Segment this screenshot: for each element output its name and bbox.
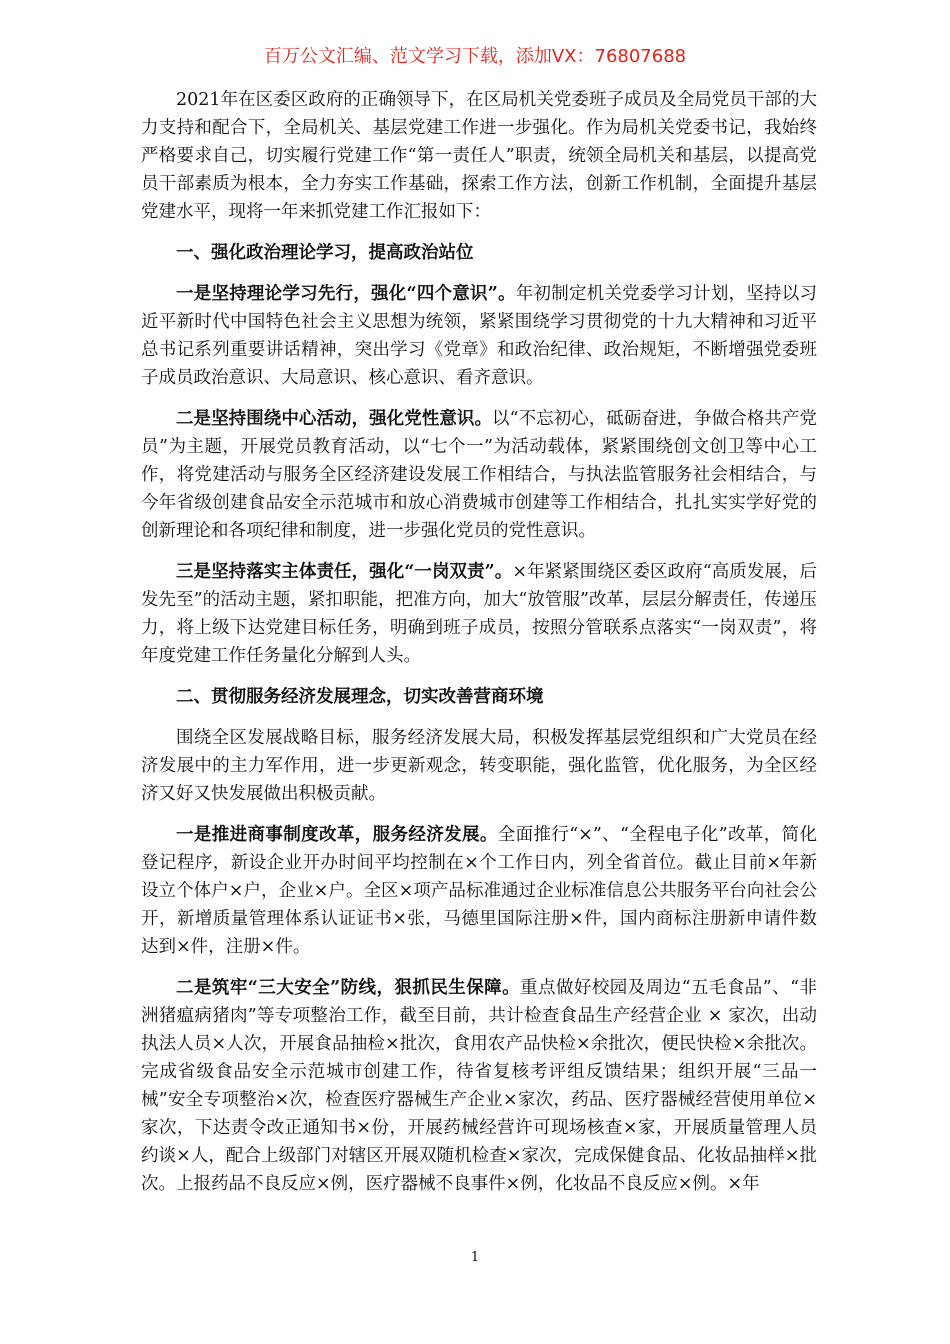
body-paragraph: 一是坚持理论学习先行，强化“四个意识”。年初制定机关党委学习计划，坚持以习近平新时代中国特色社会主义思想为统领，紧紧围绕学习贯彻党的十九大精神和习近平总书记系列重要讲话精神，突出学习《党章》和政治纪律、政治规矩，不断增强党委班子成员政治意识、大局意识、核心意识、看齐意识。 [141, 284, 817, 388]
section-heading-2: 二、贯彻服务经济发展理念，切实改善营商环境 [176, 687, 544, 707]
paragraph-lead: 一是推进商事制度改革，服务经济发展。 [176, 825, 498, 845]
section-heading-1: 一、强化政治理论学习，提高政治站位 [176, 243, 474, 263]
paragraph-lead: 一是坚持理论学习先行，强化“四个意识”。 [176, 284, 516, 304]
page-number: 1 [470, 1250, 480, 1265]
body-paragraph: 一是推进商事制度改革，服务经济发展。全面推行“×”、“全程电子化”改革，简化登记程序，新设企业开办时间平均控制在×个工作日内，列全省首位。截止目前×年新设立个体户×户，企业×户。全区×项产品标准通过企业标准信息公共服务平台向社会公开，新增质量管理体系认证证书×张，马德里国际注册×件，国内商标注册新申请件数达到×件，注册×件。 [141, 825, 818, 957]
document-body [141, 86, 817, 1211]
intro-paragraph: 2021年在区委区政府的正确领导下，在区局机关党委班子成员及全局党员干部的大力支持和配合下，全局机关、基层党建工作进一步强化。作为局机关党委书记，我始终严格要求自己，切实履行党建工作“第一责任人”职责，统领全局机关和基层，以提高党员干部素质为根本，全力夯实工作基础，探索工作方法，创新工作机制，全面提升基层党建水平，现将一年来抓党建工作汇报如下： [141, 90, 817, 222]
body-paragraph: 二是筑牢“三大安全”防线，狠抓民生保障。重点做好校园及周边“五毛食品”、“非洲猪瘟病猪肉”等专项整治工作，截至目前，共计检查食品生产经营企业 × 家次，出动执法人员×人次，开展食品抽检×批次，食用农产品快检×余批次，便民快检×余批次。完成省级食品安全示范城市创建工作，待省复核考评组反馈结果；组织开展“三品一械”安全专项整治×次，检查医疗器械生产企业×家次，药品、医疗器械经营使用单位×家次，下达责令改正通知书×份，开展药械经营许可现场核查×家，开展质量管理人员约谈×人，配合上级部门对辖区开展双随机检查×家次，完成保健食品、化妆品抽样×批次。上报药品不良反应×例，医疗器械不良事件×例，化妆品不良反应×例。×年 [141, 978, 817, 1194]
paragraph-lead: 二是筑牢“三大安全”防线，狠抓民生保障。 [176, 978, 521, 998]
paragraph-lead: 二是坚持围绕中心活动，强化党性意识。 [176, 409, 493, 429]
body-paragraph: 围绕全区发展战略目标，服务经济发展大局，积极发挥基层党组织和广大党员在经济发展中的主力军作用，进一步更新观念，转变职能，强化监管，优化服务，为全区经济又好又快发展做出积极贡献。 [141, 728, 817, 804]
body-paragraph: 三是坚持落实主体责任，强化“一岗双责”。×年紧紧围绕区委区政府“高质发展，后发先至”的活动主题，紧扣职能，把准方向，加大“放管服”改革，层层分解责任，传递压力，将上级下达党建目标任务，明确到班子成员，按照分管联系点落实“一岗双责”，将年度党建工作任务量化分解到人头。 [141, 562, 818, 666]
paragraph-lead: 三是坚持落实主体责任，强化“一岗双责”。 [176, 562, 513, 582]
body-paragraph: 二是坚持围绕中心活动，强化党性意识。以“不忘初心，砥砺奋进，争做合格共产党员”为主题，开展党员教育活动，以“七个一”为活动载体，紧紧围绕创文创卫等中心工作，将党建活动与服务全区经济建设发展工作相结合，与执法监管服务社会相结合，与今年省级创建食品安全示范城市和放心消费城市创建等工作相结合，扎扎实实学好党的创新理论和各项纪律和制度，进一步强化党员的党性意识。 [141, 409, 817, 541]
watermark-banner: 百万公文汇编、范文学习下载，添加VX：76807688 [263, 46, 687, 67]
